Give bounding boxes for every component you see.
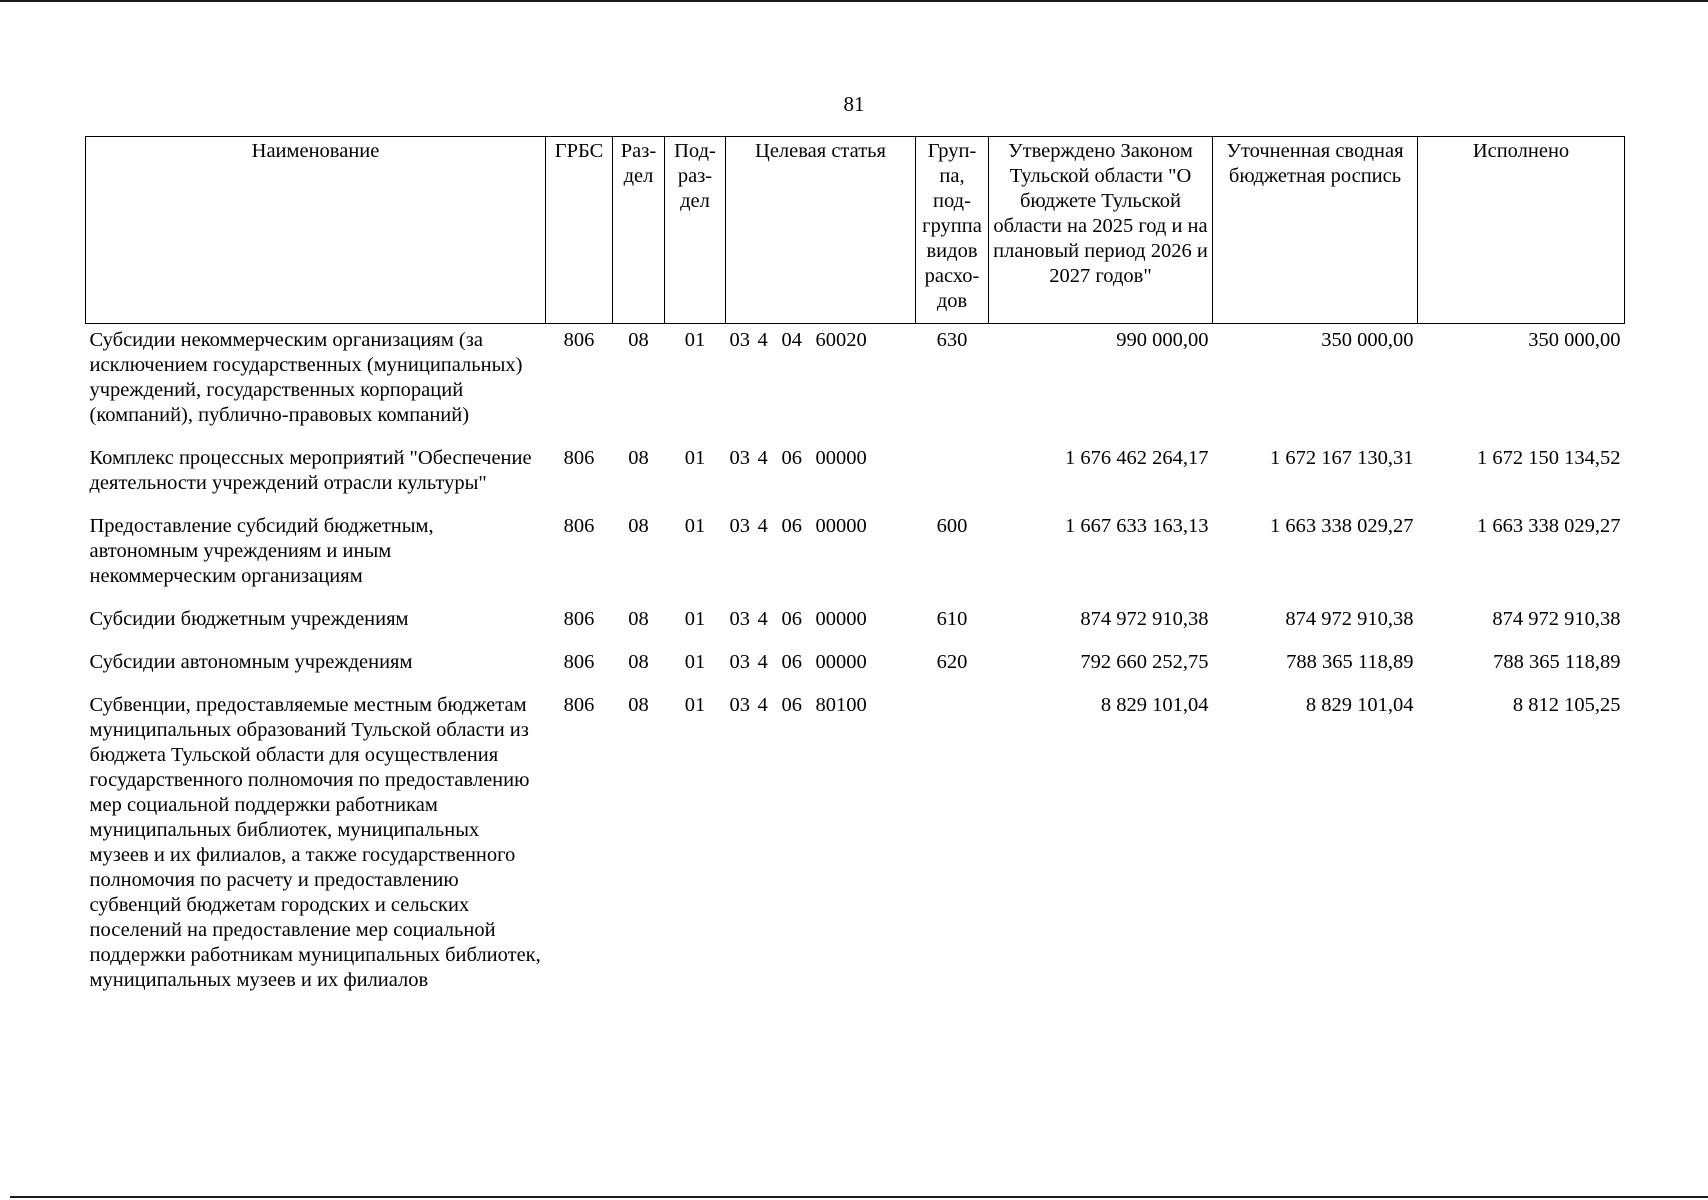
target-part: 00000 — [815, 447, 867, 469]
target-part: 80100 — [815, 694, 867, 716]
target-part: 04 — [781, 329, 802, 351]
target-part: 06 — [781, 651, 802, 673]
row-refined: 788 365 118,89 — [1286, 651, 1414, 673]
target-part: 4 — [757, 608, 768, 630]
table-row — [86, 683, 1625, 1001]
header-vr: Груп- па, под- группа видов расхо- дов — [916, 137, 989, 324]
target-part: 03 — [729, 515, 750, 537]
scan-edge-top — [0, 0, 1708, 2]
row-name: Субсидии бюджетным учреждениям — [89, 608, 409, 630]
table-row — [86, 436, 1625, 504]
target-part: 4 — [757, 329, 768, 351]
row-target — [726, 436, 916, 504]
row-grbs: 806 — [563, 329, 595, 351]
row-razdel: 08 — [628, 329, 649, 351]
row-razdel: 08 — [628, 515, 649, 537]
row-executed: 1 663 338 029,27 — [1477, 515, 1621, 537]
row-target — [726, 504, 916, 597]
row-vr — [916, 436, 989, 504]
table-row — [86, 597, 1625, 640]
table-row — [86, 324, 1625, 437]
row-podrazdel: 01 — [684, 694, 706, 716]
row-target — [726, 324, 916, 437]
row-refined: 1 663 338 029,27 — [1270, 515, 1414, 537]
row-grbs: 806 — [563, 608, 595, 630]
target-part: 06 — [781, 608, 802, 630]
target-part: 4 — [757, 447, 768, 469]
row-executed: 8 812 105,25 — [1512, 694, 1621, 716]
header-target: Целевая статья — [726, 137, 916, 324]
header-podrazdel: Под- раз- дел — [665, 137, 726, 324]
row-grbs: 806 — [563, 447, 595, 469]
row-target — [726, 597, 916, 640]
row-refined: 1 672 167 130,31 — [1270, 447, 1414, 469]
row-razdel: 08 — [628, 447, 649, 469]
row-podrazdel: 01 — [684, 515, 706, 537]
header-refined: Уточненная сводная бюджетная роспись — [1213, 137, 1418, 324]
row-razdel: 08 — [628, 608, 649, 630]
row-name: Комплекс процессных мероприятий "Обеспечение деятельности учреждений отрасли культуры" — [89, 447, 532, 494]
target-part: 03 — [729, 447, 750, 469]
target-part: 4 — [757, 694, 768, 716]
row-executed: 788 365 118,89 — [1493, 651, 1621, 673]
header-executed: Исполнено — [1418, 137, 1625, 324]
target-part: 4 — [757, 651, 768, 673]
row-podrazdel: 01 — [684, 608, 706, 630]
target-part: 4 — [757, 515, 768, 537]
row-approved: 990 000,00 — [1116, 329, 1209, 351]
target-part: 00000 — [815, 515, 867, 537]
table-body — [86, 324, 1625, 1002]
row-approved: 792 660 252,75 — [1080, 651, 1209, 673]
row-name: Субвенции, предоставляемые местным бюджетам муниципальных образований Тульской области из бюджета Тульской области для осуществления государственного полномочия по предоставлению мер социальной поддержки работникам муниципальных библиотек, муниципальных музеев и их филиалов, а также государственного полномочия по расчету и предоставлению субвенций бюджетам городских и сельских поселений на предоставление мер социальной поддержки работникам муниципальных библиотек, муниципальных музеев и их филиалов — [89, 694, 541, 991]
header-grbs: ГРБС — [546, 137, 613, 324]
row-grbs: 806 — [563, 694, 595, 716]
table-row — [86, 504, 1625, 597]
table-row — [86, 640, 1625, 683]
row-target — [726, 640, 916, 683]
row-approved: 874 972 910,38 — [1080, 608, 1209, 630]
target-part: 03 — [729, 694, 750, 716]
row-name: Предоставление субсидий бюджетным, автономным учреждениям и иным некоммерческим организациям — [89, 515, 434, 587]
row-vr: 620 — [936, 651, 968, 673]
row-executed: 350 000,00 — [1528, 329, 1621, 351]
row-podrazdel: 01 — [684, 329, 706, 351]
row-approved: 1 676 462 264,17 — [1065, 447, 1209, 469]
row-grbs: 806 — [563, 651, 595, 673]
row-podrazdel: 01 — [684, 447, 706, 469]
header-razdel: Раз- дел — [613, 137, 665, 324]
row-grbs: 806 — [563, 515, 595, 537]
target-part: 60020 — [815, 329, 867, 351]
target-part: 03 — [729, 329, 750, 351]
row-vr: 600 — [936, 515, 968, 537]
row-vr: 610 — [936, 608, 968, 630]
row-executed: 1 672 150 134,52 — [1477, 447, 1621, 469]
row-refined: 874 972 910,38 — [1285, 608, 1414, 630]
target-part: 00000 — [815, 651, 867, 673]
row-approved: 8 829 101,04 — [1100, 694, 1209, 716]
row-podrazdel: 01 — [684, 651, 706, 673]
row-approved: 1 667 633 163,13 — [1065, 515, 1209, 537]
row-target — [726, 683, 916, 1001]
page-number: 81 — [843, 92, 865, 116]
target-part: 03 — [729, 651, 750, 673]
header-name: Наименование — [86, 137, 546, 324]
row-executed: 874 972 910,38 — [1492, 608, 1621, 630]
header-approved: Утверждено Законом Тульской области "О бюджете Тульской области на 2025 год и на плановый период 2026 и 2027 годов" — [989, 137, 1213, 324]
row-razdel: 08 — [628, 694, 649, 716]
row-razdel: 08 — [628, 651, 649, 673]
scan-edge-bottom — [10, 1196, 1708, 1198]
target-part: 06 — [781, 694, 802, 716]
row-name: Субсидии некоммерческим организациям (за исключением государственных (муниципальных) учреждений, государственных корпораций (компаний), публично-правовых компаний) — [89, 329, 523, 426]
row-name: Субсидии автономным учреждениям — [89, 651, 413, 673]
row-refined: 8 829 101,04 — [1305, 694, 1414, 716]
target-part: 06 — [781, 515, 802, 537]
target-part: 00000 — [815, 608, 867, 630]
target-part: 06 — [781, 447, 802, 469]
row-vr: 630 — [936, 329, 968, 351]
budget-table — [85, 136, 1625, 1001]
header-row — [86, 137, 1625, 324]
row-refined: 350 000,00 — [1321, 329, 1414, 351]
table-header — [86, 137, 1625, 324]
row-vr — [916, 683, 989, 1001]
target-part: 03 — [729, 608, 750, 630]
